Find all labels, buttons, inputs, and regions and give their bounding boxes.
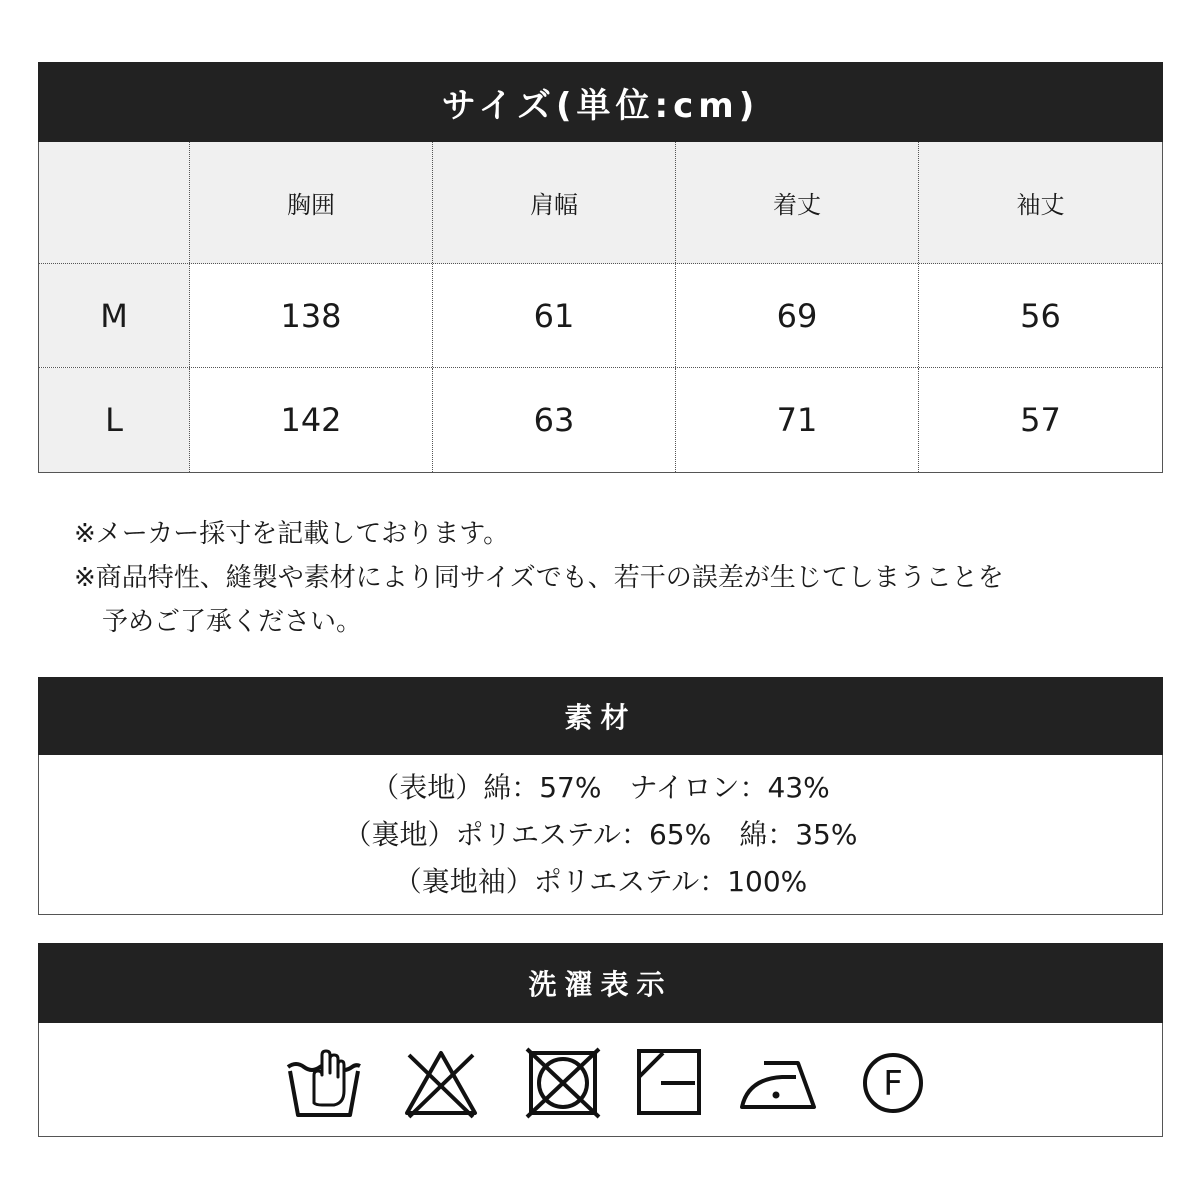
material-section-title: 素材: [38, 677, 1163, 755]
no-tumble-dry-icon: [523, 1045, 603, 1120]
note-line: 予めご了承ください。: [102, 607, 363, 637]
size-label: M: [39, 264, 190, 367]
material-line: （表地）綿：57% ナイロン：43%: [371, 771, 830, 804]
size-label: L: [39, 368, 190, 472]
table-header-row: [39, 142, 1162, 264]
material-line: （裏地袖）ポリエステル：100%: [393, 865, 808, 898]
hand-wash-icon: [284, 1045, 364, 1120]
table-cell: 61: [433, 264, 676, 367]
table-cell: 69: [676, 264, 919, 367]
table-cell: 142: [190, 368, 433, 472]
size-section-title: サイズ(単位:cm): [38, 62, 1163, 142]
size-notes: [74, 512, 1004, 644]
table-header-cell: 着丈: [676, 142, 919, 263]
table-row: [39, 368, 1162, 472]
size-table: [38, 142, 1163, 473]
table-cell: 56: [1020, 296, 1061, 335]
flat-dry-shade-icon: [633, 1045, 705, 1120]
no-bleach-icon: [401, 1045, 481, 1120]
dry-clean-f-icon: [853, 1045, 933, 1120]
note-line: ※商品特性、縫製や素材により同サイズでも、若干の誤差が生じてしまうことを: [74, 563, 1004, 593]
table-cell: 63: [433, 368, 676, 472]
table-cell: 71: [676, 368, 919, 472]
table-cell: 138: [190, 264, 433, 367]
table-row: [39, 264, 1162, 368]
note-line: ※メーカー採寸を記載しております。: [74, 519, 510, 549]
care-section-title: 洗濯表示: [38, 943, 1163, 1023]
material-box: [38, 755, 1163, 915]
table-header-cell: [39, 142, 190, 263]
table-header-cell: 肩幅: [433, 142, 676, 263]
table-header-cell: 袖丈: [1016, 191, 1065, 219]
table-header-cell: 胸囲: [190, 142, 433, 263]
material-line: （裏地）ポリエステル：65% 綿：35%: [343, 818, 858, 851]
low-iron-icon: [736, 1045, 822, 1120]
table-cell: 57: [1020, 401, 1061, 439]
dry-clean-letter: F: [883, 1064, 903, 1104]
care-box: [38, 1023, 1163, 1137]
